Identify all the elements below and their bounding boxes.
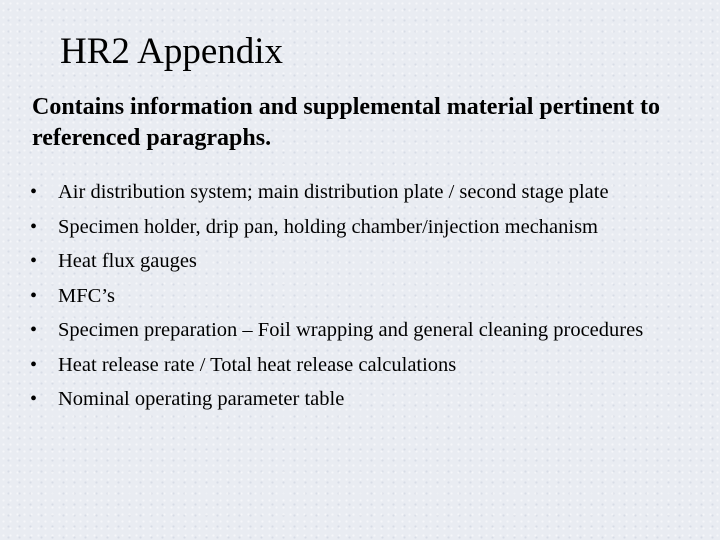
bullet-text-heat-flux-gauges: Heat flux gauges bbox=[58, 250, 197, 272]
bullet-item bbox=[30, 178, 700, 206]
bullet-marker: • bbox=[30, 181, 38, 203]
slide-title: HR2 Appendix bbox=[60, 31, 284, 72]
bullet-item bbox=[30, 385, 700, 413]
bullet-item bbox=[30, 316, 700, 344]
bullet-item bbox=[30, 247, 700, 275]
bullet-text-nominal-parameter-table: Nominal operating parameter table bbox=[58, 388, 345, 410]
bullet-text-specimen-holder: Specimen holder, drip pan, holding chamber/injection mechanism bbox=[58, 215, 599, 238]
bullet-marker: • bbox=[30, 284, 38, 307]
bullet-item bbox=[30, 213, 700, 241]
bullet-item bbox=[30, 351, 700, 379]
slide-subtitle: Contains information and supplemental material pertinent to referenced paragraphs. bbox=[32, 94, 661, 151]
bullet-text-specimen-preparation: Specimen preparation – Foil wrapping and general cleaning procedures bbox=[58, 319, 644, 341]
bullet-marker: • bbox=[30, 319, 38, 341]
bullet-list bbox=[30, 178, 700, 420]
bullet-marker: • bbox=[30, 388, 38, 410]
bullet-text-heat-release-rate: Heat release rate / Total heat release calculations bbox=[58, 353, 457, 376]
bullet-marker: • bbox=[30, 353, 38, 376]
bullet-text-mfcs: MFC’s bbox=[58, 284, 115, 307]
bullet-item bbox=[30, 282, 700, 310]
bullet-marker: • bbox=[30, 250, 38, 272]
bullet-text-air-distribution: Air distribution system; main distribution plate / second stage plate bbox=[58, 181, 609, 203]
bullet-marker: • bbox=[30, 215, 38, 238]
